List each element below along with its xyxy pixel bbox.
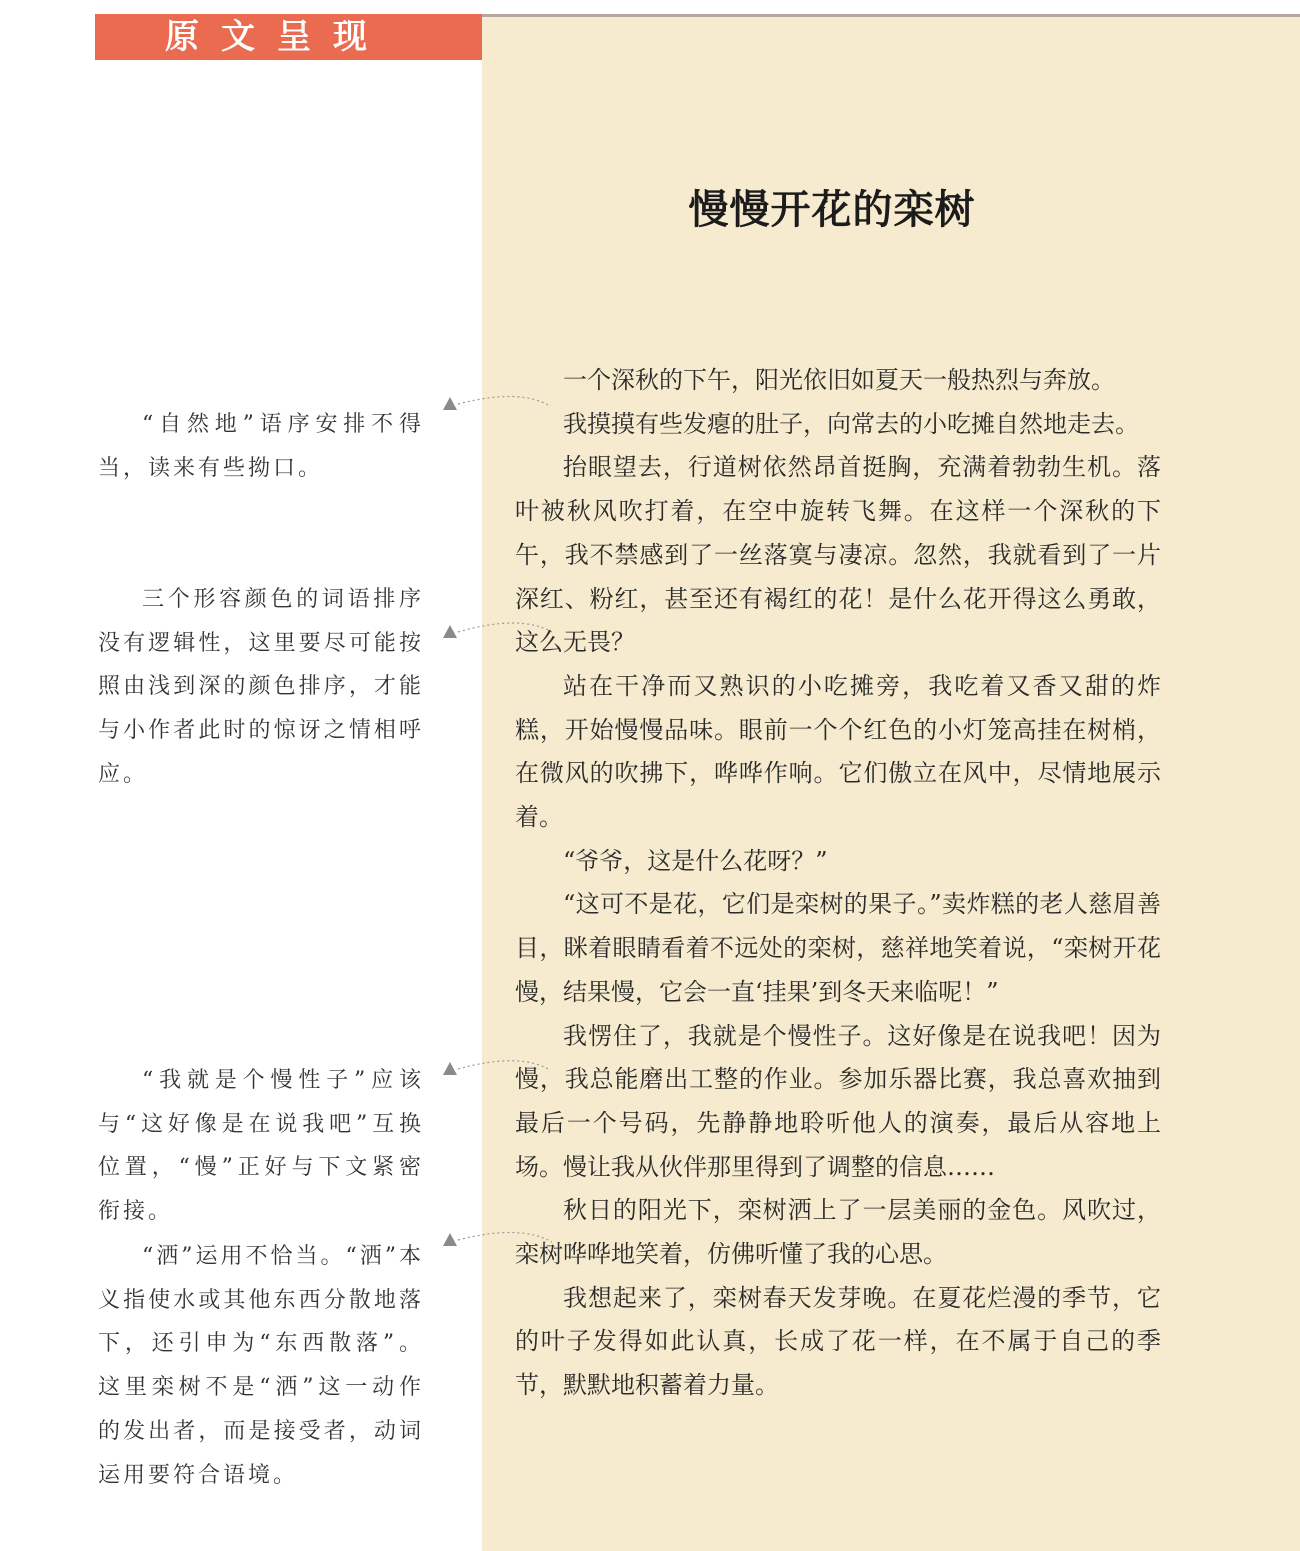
article-paragraph: 我愣住了，我就是个慢性子。这好像是在说我吧！因为慢，我总能磨出工整的作业。参加乐器比赛，我总喜欢抽到最后一个号码，先静静地聆听他人的演奏，最后从容地上场。慢让我从伙伴那里得到了调整的信息…… — [515, 1021, 1161, 1181]
annotation-text: “洒”运用不恰当。“洒”本义指使水或其他东西分散地落下，还引申为“东西散落”。这里栾树不是“洒”这一动作的发出者，而是接受者，动词运用要符合语境。 — [98, 1244, 424, 1488]
connector-line-3 — [458, 1061, 550, 1070]
section-tab-label: 原文呈现 — [165, 17, 389, 57]
article-paragraph: 一个深秋的下午，阳光依旧如夏天一般热烈与奔放。 — [563, 366, 1115, 394]
arrow-icon — [443, 625, 457, 638]
connector-line-2 — [458, 623, 552, 632]
article-paragraph: 我想起来了，栾树春天发芽晚。在夏花烂漫的季节，它的叶子发得如此认真，长成了花一样，在不属于自己的季节，默默地积蓄着力量。 — [515, 1283, 1161, 1400]
article-title: 慢慢开花的栾树 — [688, 186, 976, 233]
article-paragraph: 我摸摸有些发瘪的肚子，向常去的小吃摊自然地走去。 — [563, 409, 1139, 438]
arrow-icon — [443, 1062, 457, 1075]
annotation-text: “自然地”语序安排不得当，读来有些拗口。 — [98, 412, 424, 481]
article-paragraph: “爷爷，这是什么花呀？” — [563, 846, 828, 875]
arrow-icon — [443, 1233, 457, 1246]
connector-line-1 — [458, 396, 550, 406]
annotation-text: 三个形容颜色的词语排序没有逻辑性，这里要尽可能按照由浅到深的颜色排序，才能与小作者此时的惊讶之情相呼应。 — [98, 587, 424, 787]
article-paragraph: 抬眼望去，行道树依然昂首挺胸，充满着勃勃生机。落叶被秋风吹打着，在空中旋转飞舞。在这样一个深秋的下午，我不禁感到了一丝落寞与凄凉。忽然，我就看到了一片深红、粉红，甚至还有褐红的花！是什么花开得这么勇敢，这么无畏？ — [515, 453, 1161, 657]
article-paragraph: 秋日的阳光下，栾树洒上了一层美丽的金色。风吹过，栾树哗哗地笑着，仿佛听懂了我的心思。 — [515, 1196, 1161, 1269]
article-paragraph: “这可不是花，它们是栾树的果子。”卖炸糕的老人慈眉善目，眯着眼睛看着不远处的栾树，慈祥地笑着说，“栾树开花慢，结果慢，它会一直‘挂果’到冬天来临呢！” — [515, 890, 1161, 1006]
connector-line-4 — [458, 1232, 552, 1242]
annotation-text: “我就是个慢性子”应该与“这好像是在说我吧”互换位置，“慢”正好与下文紧密衔接。 — [98, 1068, 424, 1225]
article-paragraph: 站在干净而又熟识的小吃摊旁，我吃着又香又甜的炸糕，开始慢慢品味。眼前一个个红色的小灯笼高挂在树梢，在微风的吹拂下，哗哗作响。它们傲立在风中，尽情地展示着。 — [515, 671, 1161, 832]
arrow-icon — [443, 397, 457, 410]
